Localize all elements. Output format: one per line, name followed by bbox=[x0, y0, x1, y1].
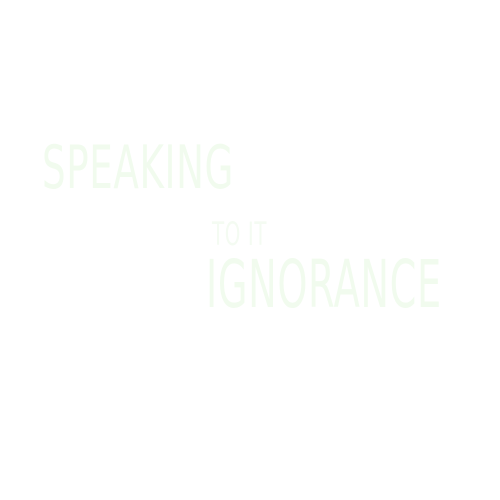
title-line-ignorance: IGNORANCE bbox=[206, 246, 442, 323]
title-line-speaking: SPEAKING bbox=[42, 133, 234, 203]
title-line-to-it: TO IT bbox=[212, 215, 268, 253]
